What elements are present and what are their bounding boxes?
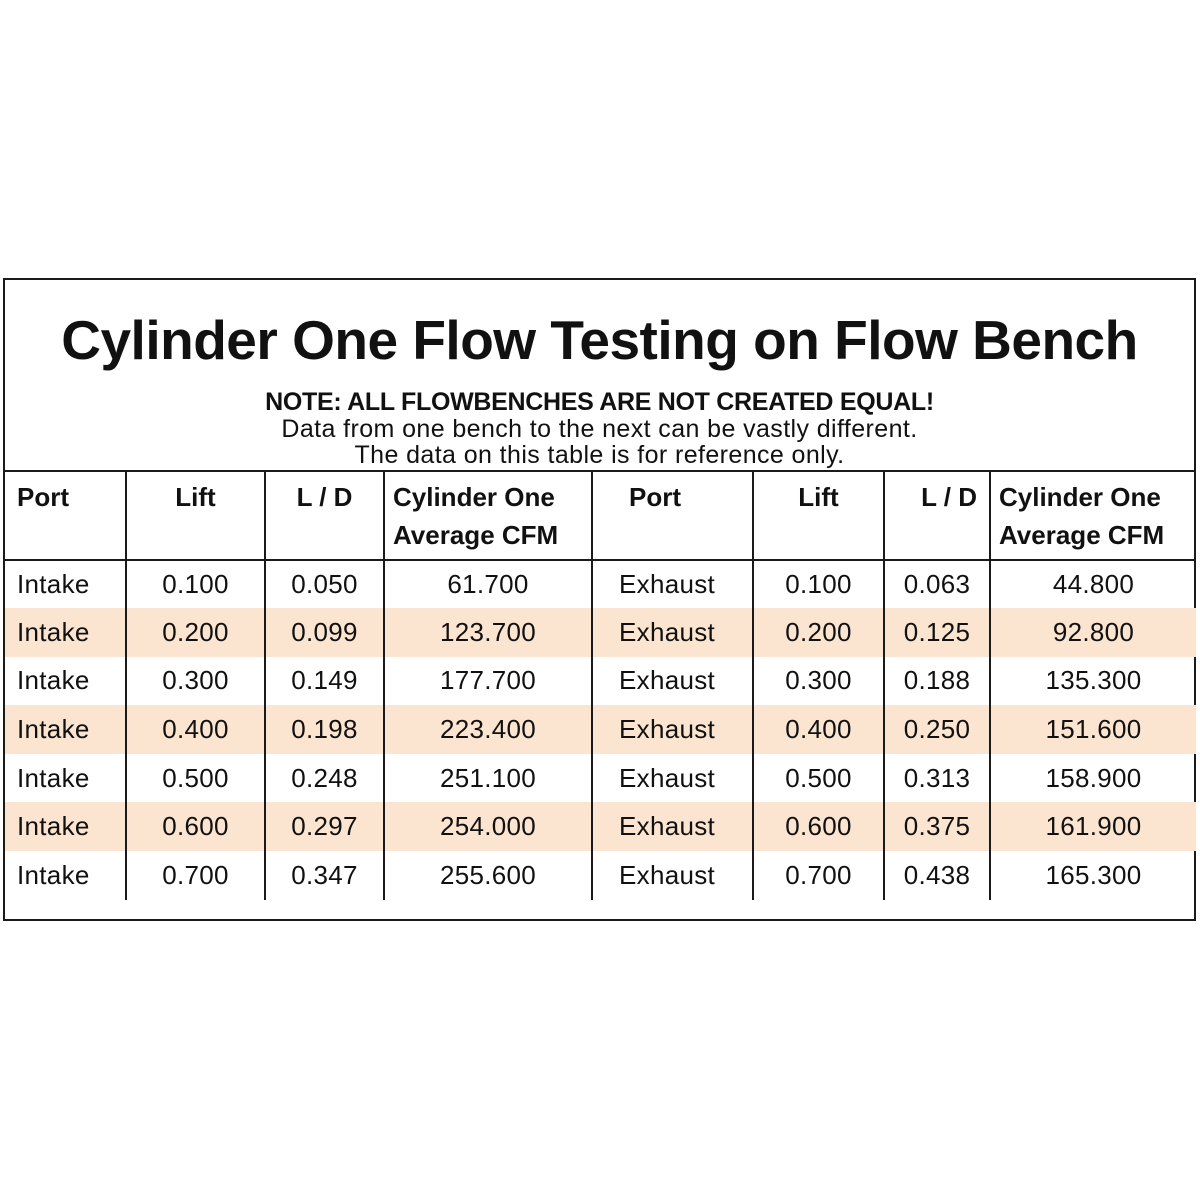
- cell-exhaust-ld: 0.125: [884, 608, 990, 657]
- warning-note: NOTE: ALL FLOWBENCHES ARE NOT CREATED EQUAL!: [265, 388, 934, 416]
- cell-intake-lift: 0.600: [126, 802, 265, 851]
- cell-exhaust-ld: 0.063: [884, 560, 990, 608]
- cell-intake-port: Intake: [5, 802, 126, 851]
- cell-intake-ld: 0.050: [265, 560, 384, 608]
- header-port-intake: Port: [5, 472, 126, 560]
- header-cfm-intake: [384, 472, 592, 560]
- cell-exhaust-ld: 0.188: [884, 657, 990, 706]
- cell-exhaust-port: Exhaust: [592, 754, 753, 803]
- cell-intake-port: Intake: [5, 705, 126, 754]
- cell-exhaust-lift: 0.700: [753, 851, 884, 900]
- header-cfm-exhaust-line2: Average CFM: [999, 520, 1165, 550]
- cell-exhaust-cfm: 165.300: [990, 851, 1196, 900]
- cell-exhaust-port: Exhaust: [592, 802, 753, 851]
- cell-intake-ld: 0.248: [265, 754, 384, 803]
- header-cfm-intake-line1: Cylinder One: [393, 482, 555, 512]
- cell-intake-cfm: 251.100: [384, 754, 592, 803]
- cell-intake-cfm: 254.000: [384, 802, 592, 851]
- cell-exhaust-cfm: 151.600: [990, 705, 1196, 754]
- cell-intake-ld: 0.198: [265, 705, 384, 754]
- cell-intake-lift: 0.300: [126, 657, 265, 706]
- cell-exhaust-ld: 0.375: [884, 802, 990, 851]
- cell-exhaust-lift: 0.200: [753, 608, 884, 657]
- cell-intake-lift: 0.700: [126, 851, 265, 900]
- flow-table-sheet: [3, 278, 1196, 921]
- cell-intake-cfm: 61.700: [384, 560, 592, 608]
- cell-intake-cfm: 123.700: [384, 608, 592, 657]
- cell-exhaust-lift: 0.600: [753, 802, 884, 851]
- table-row: [5, 608, 1196, 657]
- cell-exhaust-ld: 0.250: [884, 705, 990, 754]
- cell-intake-port: Intake: [17, 569, 90, 599]
- cell-intake-cfm: 255.600: [384, 851, 592, 900]
- cell-intake-port: Intake: [17, 665, 90, 696]
- cell-exhaust-ld: 0.438: [884, 851, 990, 900]
- table-row: [5, 560, 1196, 608]
- cell-intake-lift: 0.400: [126, 705, 265, 754]
- header-cfm-exhaust-line1: Cylinder One: [999, 482, 1161, 512]
- cell-intake-port: Intake: [17, 859, 90, 890]
- table-row: [5, 705, 1196, 754]
- header-lift-intake: Lift: [126, 472, 265, 560]
- cell-exhaust-port: Exhaust: [592, 657, 753, 706]
- cell-exhaust-lift: 0.300: [753, 657, 884, 706]
- cell-intake-ld: 0.149: [265, 657, 384, 706]
- cell-intake-lift: 0.100: [126, 560, 265, 608]
- header-cfm-exhaust: [990, 472, 1196, 560]
- cell-intake-cfm: 177.700: [384, 657, 592, 706]
- cell-intake-ld: 0.347: [265, 851, 384, 900]
- header-lift-exhaust: Lift: [753, 472, 884, 560]
- cell-exhaust-cfm: 44.800: [990, 560, 1196, 608]
- subnote-line-1: Data from one bench to the next can be vastly different.: [281, 415, 918, 443]
- cell-exhaust-port: Exhaust: [592, 560, 753, 608]
- cell-intake-cfm: 223.400: [384, 705, 592, 754]
- cell-intake-port: Intake: [17, 762, 90, 793]
- page-title: Cylinder One Flow Testing on Flow Bench: [61, 309, 1138, 371]
- header-row: [5, 472, 1196, 560]
- cell-exhaust-lift: 0.400: [753, 705, 884, 754]
- table-row: [5, 802, 1196, 851]
- cell-intake-lift: 0.200: [126, 608, 265, 657]
- table-row: [5, 754, 1196, 803]
- subnote-line-2: The data on this table is for reference only.: [354, 441, 845, 469]
- header-cfm-intake-line2: Average CFM: [393, 520, 559, 550]
- cell-exhaust-lift: 0.500: [753, 754, 884, 803]
- table-row: [5, 851, 1196, 900]
- cell-exhaust-port: Exhaust: [592, 851, 753, 900]
- cell-exhaust-cfm: 161.900: [990, 802, 1196, 851]
- cell-exhaust-cfm: 135.300: [990, 657, 1196, 706]
- cell-exhaust-cfm: 158.900: [990, 754, 1196, 803]
- cell-intake-lift: 0.500: [126, 754, 265, 803]
- table-row: [5, 657, 1196, 706]
- header-ld-intake: L / D: [265, 472, 384, 560]
- flow-data-table: [5, 472, 1196, 900]
- cell-intake-port: Intake: [5, 608, 126, 657]
- title-block: [5, 280, 1194, 472]
- cell-exhaust-ld: 0.313: [884, 754, 990, 803]
- cell-exhaust-cfm: 92.800: [990, 608, 1196, 657]
- header-ld-exhaust: L / D: [884, 472, 990, 560]
- cell-intake-ld: 0.099: [265, 608, 384, 657]
- header-port-exhaust: Port: [592, 472, 753, 560]
- cell-exhaust-lift: 0.100: [753, 560, 884, 608]
- cell-exhaust-port: Exhaust: [592, 705, 753, 754]
- cell-intake-ld: 0.297: [265, 802, 384, 851]
- cell-exhaust-port: Exhaust: [592, 608, 753, 657]
